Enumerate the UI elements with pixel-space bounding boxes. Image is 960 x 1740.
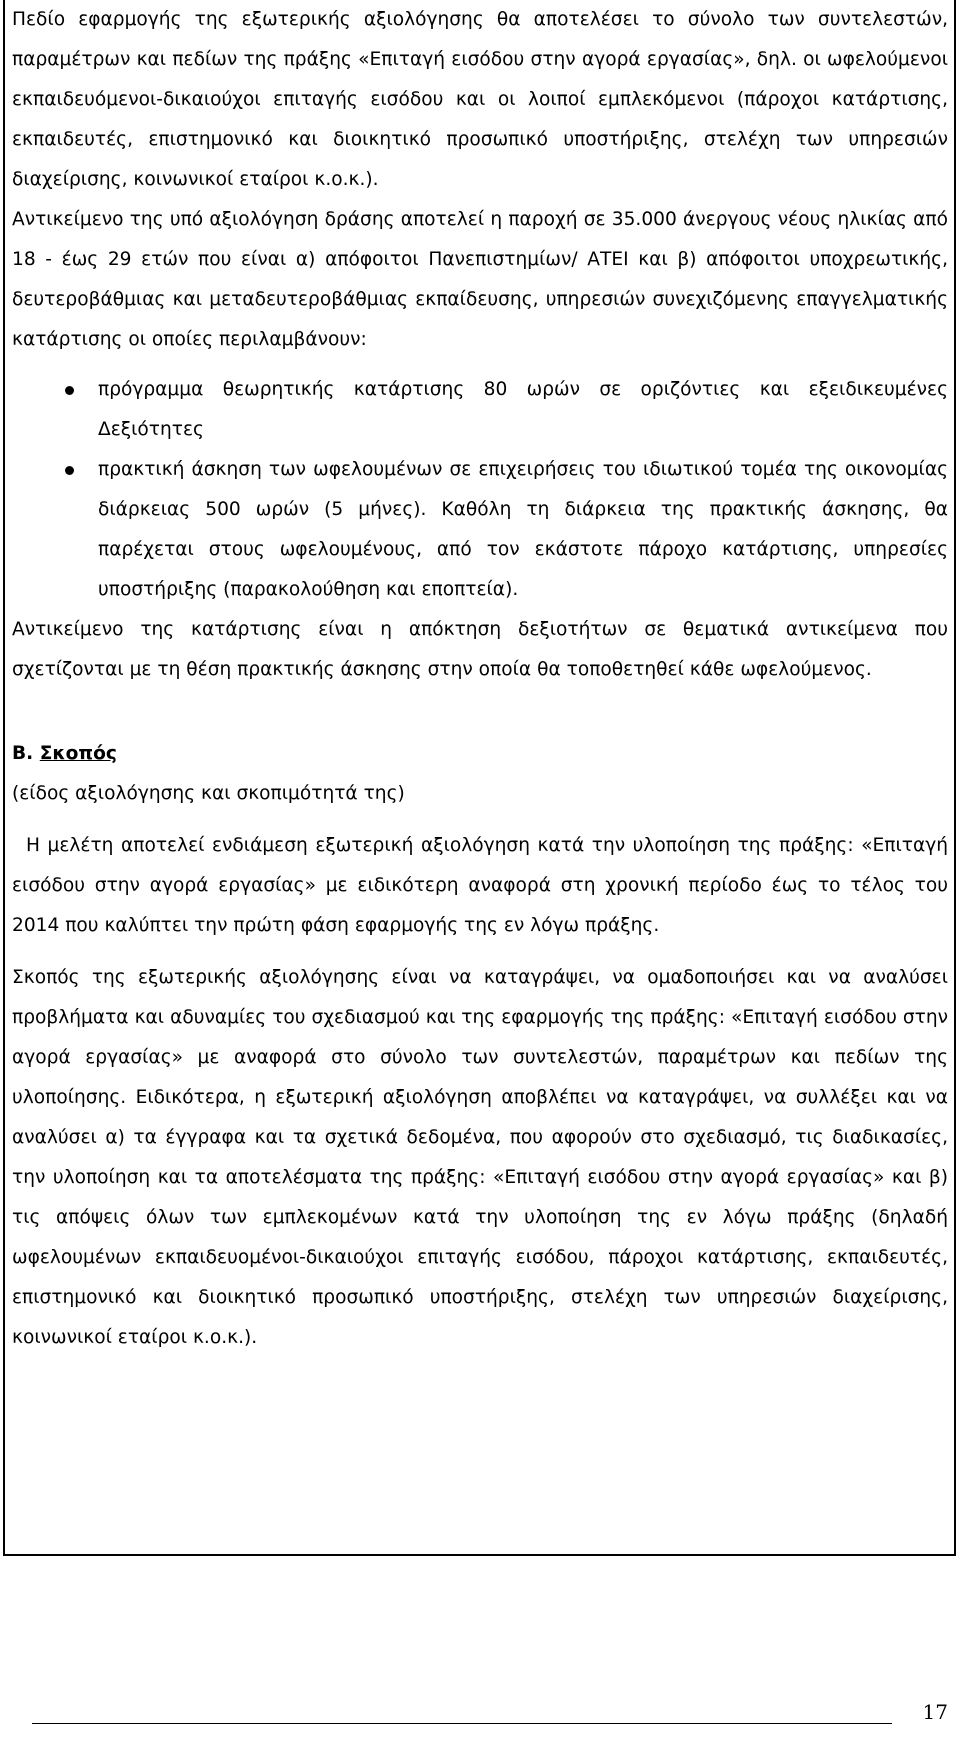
section-paragraph-study: Η μελέτη αποτελεί ενδιάμεση εξωτερική αξιολόγηση κατά την υλοποίηση της πράξης: «Επιταγή εισόδου στην αγορά εργασίας» με ειδικότερη αναφορά στη χρονική περίοδο έως το τέλος του 2014 που καλύπτει την πρώτη φάση εφαρμογής της εν λόγω πράξης.	[12, 835, 948, 936]
intro-paragraph-scope: Πεδίο εφαρμογής της εξωτερικής αξιολόγησης θα αποτελέσει το σύνολο των συντελεστών, παραμέτρων και πεδίων της πράξης «Επιταγή εισόδου στην αγορά εργασίας», δηλ. οι ωφελούμενοι εκπαιδευόμενοι-δικαιούχοι επιταγής εισόδου και οι λοιποί εμπλεκόμενοι (πάροχοι κατάρτισης, εκπαιδευτές, επιστημονικό και διοικητικό προσωπικό υποστήριξης, στελέχη των υπηρεσιών διαχείρισης, κοινωνικοί εταίροι κ.ο.κ.).	[12, 9, 948, 190]
intro-paragraph-object: Αντικείμενο της υπό αξιολόγηση δράσης αποτελεί η παροχή σε 35.000 άνεργους νέους ηλικίας από 18 - έως 29 ετών που είναι α) απόφοιτοι Πανεπιστημίων/ ΑΤΕΙ και β) απόφοιτοι υποχρεωτικής, δευτεροβάθμιας και μεταδευτεροβάθμιας εκπαίδευσης, υπηρεσιών συνεχιζόμενης επαγγελματικής κατάρτισης οι οποίες περιλαμβάνουν:	[12, 209, 948, 350]
page-number: 17	[922, 1700, 948, 1724]
training-components-list	[12, 370, 948, 610]
section-subtitle: (είδος αξιολόγησης και σκοπιμότητά της)	[12, 783, 405, 804]
section-paragraph-purpose: Σκοπός της εξωτερικής αξιολόγησης είναι να καταγράψει, να ομαδοποιήσει και να αναλύσει προβλήματα και αδυναμίες του σχεδιασμού και της εφαρμογής της πράξης: «Επιταγή εισόδου στην αγορά εργασίας» με αναφορά στο σύνολο των συντελεστών, παραμέτρων και πεδίων της υλοποίησης. Ειδικότερα, η εξωτερική αξιολόγηση αποβλέπει να καταγράψει, να συλλέξει και να αναλύσει α) τα έγγραφα και τα σχετικά δεδομένα, που αφορούν στο σχεδιασμό, τις διαδικασίες, την υλοποίηση και τα αποτελέσματα της πράξης: «Επιταγή εισόδου στην αγορά εργασίας» και β) τις απόψεις όλων των εμπλεκομένων κατά την υλοποίηση της εν λόγω πράξης (δηλαδή ωφελουμένων εκπαιδευομένοι-δικαιούχοι επιταγής εισόδου, πάροχοι κατάρτισης, εκπαιδευτές, επιστημονικό και διοικητικό προσωπικό υποστήριξης, στελέχη των υπηρεσιών διαχείρισης, κοινωνικοί εταίροι κ.ο.κ.).	[12, 967, 948, 1348]
intro-paragraph-training-object: Αντικείμενο της κατάρτισης είναι η απόκτηση δεξιοτήτων σε θεματικά αντικείμενα που σχετίζονται με τη θέση πρακτικής άσκησης στην οποία θα τοποθετηθεί κάθε ωφελούμενος.	[12, 619, 948, 680]
footer-divider	[32, 1723, 892, 1724]
list-item	[12, 450, 948, 610]
document-body	[12, 0, 948, 1358]
list-item-text: πρακτική άσκηση των ωφελουμένων σε επιχειρήσεις του ιδιωτικού τομέα της οικονομίας διάρκειας 500 ωρών (5 μήνες). Καθόλη τη διάρκεια της πρακτικής άσκησης, θα παρέχεται στους ωφελουμένους, από τον εκάστοτε πάροχο κατάρτισης, υπηρεσίες υποστήριξης (παρακολούθηση και εποπτεία).	[98, 459, 948, 600]
section-number: Β.	[12, 743, 34, 764]
bullet-icon	[65, 466, 74, 475]
section-title: Σκοπός	[39, 743, 117, 764]
section-heading	[12, 734, 948, 774]
list-item-text: πρόγραμμα θεωρητικής κατάρτισης 80 ωρών σε οριζόντιες και εξειδικευμένες Δεξιότητες	[98, 379, 948, 440]
list-item	[12, 370, 948, 450]
bullet-icon	[65, 386, 74, 395]
